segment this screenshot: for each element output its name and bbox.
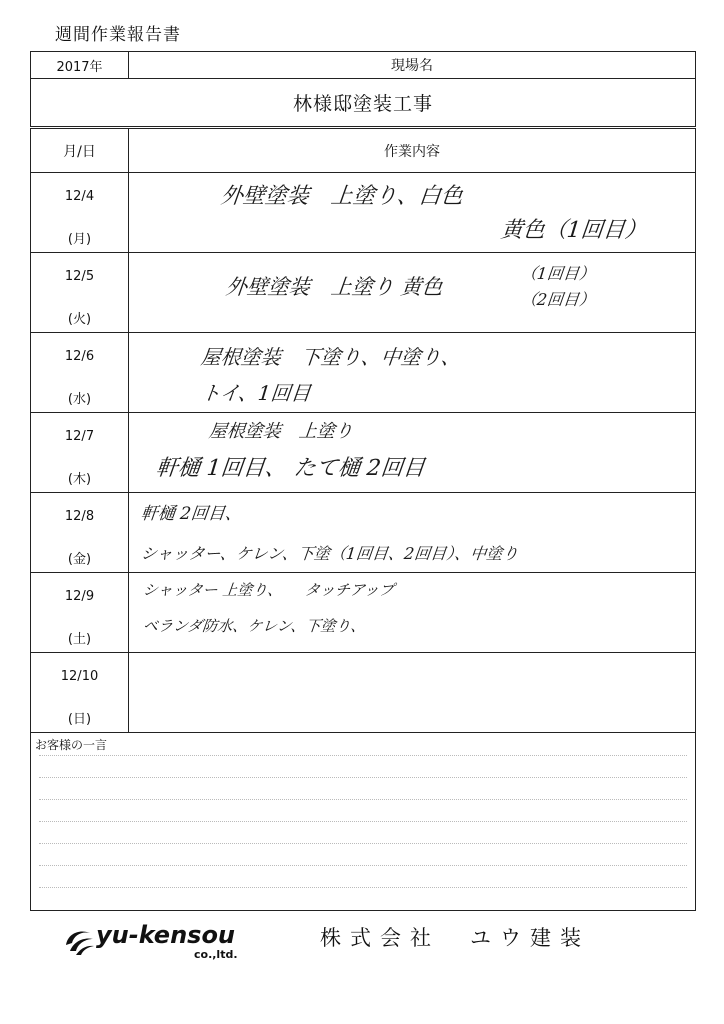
date-label: 12/7 <box>64 429 95 444</box>
weekday-label: (金) <box>67 552 92 567</box>
ruled-line <box>39 777 687 778</box>
ruled-line <box>39 887 687 888</box>
work-line: 黄色（1回目） <box>499 218 649 243</box>
report-title: 週間作業報告書 <box>55 25 181 45</box>
table-row <box>31 653 695 733</box>
schedule-table <box>30 128 696 911</box>
work-line: 外壁塗装 上塗り、白色 <box>219 184 465 209</box>
work-line: 屋根塗装 下塗り、中塗り、 <box>199 345 463 369</box>
site-label: 現場名 <box>391 58 433 74</box>
weekday-label: (水) <box>67 392 92 407</box>
logo-subtext: co.,ltd. <box>194 948 238 961</box>
date-label: 12/8 <box>64 509 95 524</box>
table-row <box>31 413 695 493</box>
table-row <box>31 253 695 333</box>
date-cell <box>31 653 129 732</box>
date-cell <box>31 333 129 412</box>
weekday-label: (日) <box>67 712 92 727</box>
weekday-label: (木) <box>67 472 92 487</box>
date-cell <box>31 173 129 252</box>
weekday-label: (土) <box>67 632 92 647</box>
ruled-line <box>39 755 687 756</box>
work-line: 屋根塗装 上塗り <box>207 421 354 442</box>
ruled-line <box>39 799 687 800</box>
table-row <box>31 573 695 653</box>
site-header-box <box>30 51 696 127</box>
year-cell: 2017年 <box>31 52 129 78</box>
work-line: ベランダ防水、ケレン、下塗り、 <box>142 617 367 635</box>
work-line: 外壁塗装 上塗り 黄色 <box>224 275 444 299</box>
ruled-line <box>39 843 687 844</box>
work-line: （1回目） <box>519 264 597 283</box>
table-row <box>31 493 695 573</box>
date-label: 12/10 <box>60 669 99 684</box>
work-line: シャッター、ケレン、下塗（1回目、2回目）、中塗り <box>139 544 520 563</box>
work-line: シャッター 上塗り、 タッチアップ <box>142 581 395 599</box>
table-row <box>31 173 695 253</box>
work-line: 軒樋 1回目、 たて樋 2回目 <box>154 456 427 481</box>
work-line: （2回目） <box>519 290 597 309</box>
date-label: 12/9 <box>64 589 95 604</box>
ruled-line <box>39 821 687 822</box>
work-column-header: 作業内容 <box>129 129 695 173</box>
table-row <box>31 333 695 413</box>
date-label: 12/5 <box>64 269 95 284</box>
work-line: 軒樋 2回目、 <box>139 504 244 524</box>
logo-text: yu-kensou <box>96 921 236 949</box>
weekday-label: (月) <box>67 232 92 247</box>
header-row <box>31 52 695 79</box>
site-name: 林様邸塗装工事 <box>292 93 433 115</box>
date-column-header: 月/日 <box>31 129 129 173</box>
date-cell <box>31 413 129 492</box>
date-label: 12/6 <box>64 349 95 364</box>
date-cell <box>31 493 129 572</box>
company-name: 株式会社 ユウ建装 <box>320 926 590 950</box>
company-logo <box>62 921 272 965</box>
weekday-label: (火) <box>67 312 92 327</box>
ruled-line <box>39 865 687 866</box>
date-cell <box>31 573 129 652</box>
customer-comment-label: お客様の一言 <box>35 738 108 752</box>
date-label: 12/4 <box>64 189 95 204</box>
date-cell <box>31 253 129 332</box>
work-line: トイ、1回目 <box>199 381 313 405</box>
swirl-logo-icon <box>62 925 96 957</box>
